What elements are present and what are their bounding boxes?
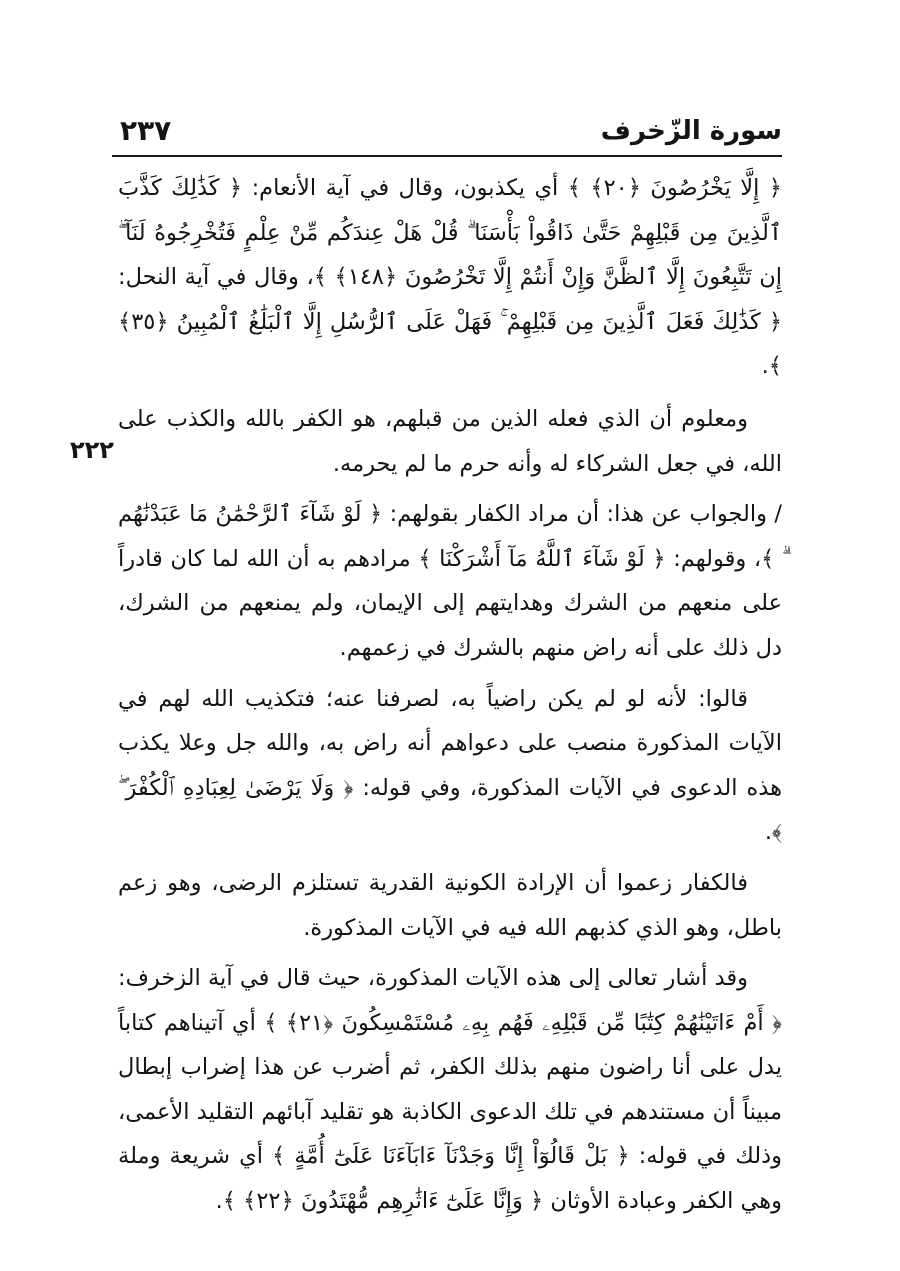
paragraph: ﴿ إِلَّا يَخْرُصُونَ ﴿٢٠﴾ ﴾ أي يكذبون، وقال في آية الأنعام: ﴿ كَذَٰلِكَ كَذَّبَ ٱلَّذِينَ مِن قَبْلِهِمْ حَتَّىٰ ذَاقُواْ بَأْسَنَا ۗ قُلْ هَلْ عِندَكُم مِّنْ عِلْمٍ فَتُخْرِجُوهُ لَنَآ ۖ إِن تَتَّبِعُونَ إِلَّا ٱلظَّنَّ وَإِنْ أَنتُمْ إِلَّا تَخْرُصُونَ ﴿١٤٨﴾ ﴾، وقال في آية النحل: ﴿ كَذَٰلِكَ فَعَلَ ٱلَّذِينَ مِن قَبْلِهِمْ ۚ فَهَلْ عَلَى ٱلرُّسُلِ إِلَّا ٱلْبَلَٰغُ ٱلْمُبِينُ ﴿٣٥﴾ ﴾. xyxy=(118,175,782,380)
surah-title: سورة الزّخرف xyxy=(600,116,782,146)
margin-page-reference: ٢٢٢ xyxy=(70,436,114,464)
paragraph: وقد أشار تعالى إلى هذه الآيات المذكورة، حيث قال في آية الزخرف: ﴿ أَمْ ءَاتَيْنَٰهُمْ كِتَٰبًا مِّن قَبْلِهِۦ فَهُم بِهِۦ مُسْتَمْسِكُونَ ﴿٢١﴾ ﴾ أي آتيناهم كتاباً يدل على أنا راضون منهم بذلك الكفر، ثم أضرب عن هذا إضراب إبطال مبيناً أن مستندهم في تلك الدعوى الكاذبة هو تقليد آبائهم التقليد الأعمى، وذلك في قوله: ﴿ بَلْ قَالُوٓاْ إِنَّا وَجَدْنَآ ءَابَآءَنَا عَلَىٰٓ أُمَّةٍ ﴾ أي شريعة وملة وهي الكفر وعبادة الأوثان ﴿ وَإِنَّا عَلَىٰٓ ءَاثَٰرِهِم مُّهْتَدُونَ ﴿٢٢﴾ ﴾. xyxy=(118,965,782,1215)
paragraph: ومعلوم أن الذي فعله الذين من قبلهم، هو الكفر بالله والكذب على الله، في جعل الشركاء له وأنه حرم ما لم يحرمه. xyxy=(118,405,782,477)
paragraph: قالوا: لأنه لو لم يكن راضياً به، لصرفنا عنه؛ فتكذيب الله لهم في الآيات المذكورة منصب على دعواهم أنه راض به، والله جل وعلا يكذب هذه الدعوى في الآيات المذكورة، وفي قوله: ﴿ وَلَا يَرْضَىٰ لِعِبَادِهِ ٱلْكُفْرَ ۖ ﴾. xyxy=(118,685,782,846)
page-body xyxy=(118,166,782,1230)
paragraph: / والجواب عن هذا: أن مراد الكفار بقولهم: ﴿ لَوْ شَآءَ ٱلرَّحْمَٰنُ مَا عَبَدْنَٰهُم ۗ ﴾، وقولهم: ﴿ لَوْ شَآءَ ٱللَّهُ مَآ أَشْرَكْنَا ﴾ مرادهم به أن الله لما كان قادراً على منعهم من الشرك وهدايتهم إلى الإيمان، ولم يمنعهم من الشرك، دل ذلك على أنه راض منهم بالشرك في زعمهم. xyxy=(118,501,782,661)
paragraph: فالكفار زعموا أن الإرادة الكونية القدرية تستلزم الرضى، وهو زعم باطل، وهو الذي كذبهم الله فيه في الآيات المذكورة. xyxy=(118,869,782,941)
page-number: ٢٣٧ xyxy=(120,114,172,147)
header-rule xyxy=(112,155,782,157)
page-header xyxy=(112,112,782,152)
